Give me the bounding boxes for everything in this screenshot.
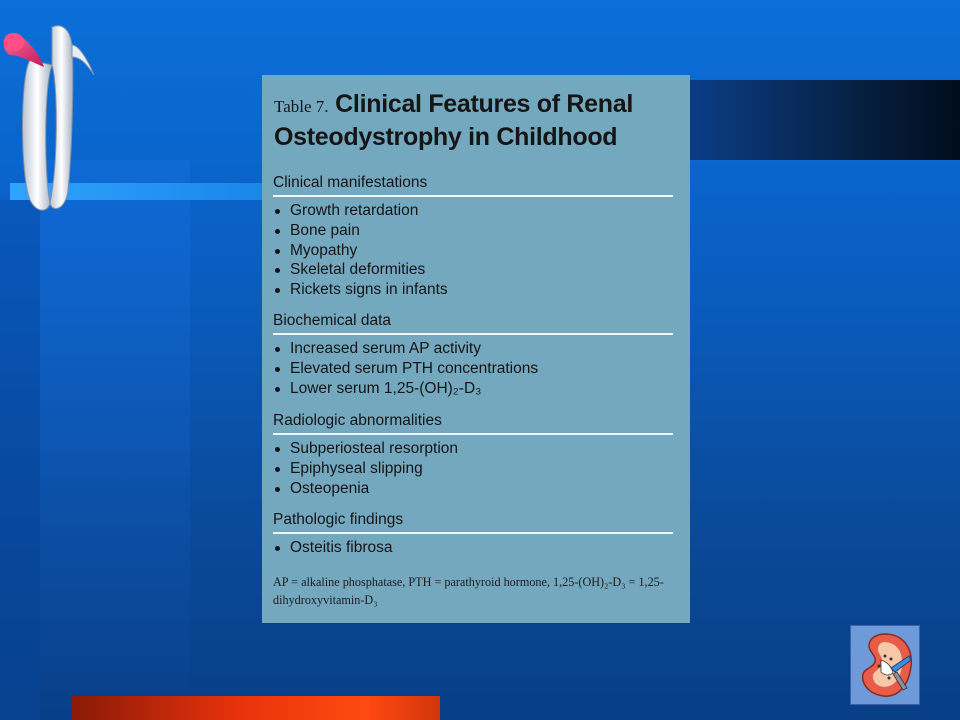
section-pathologic-findings bbox=[273, 510, 673, 558]
red-accent-bar bbox=[72, 696, 440, 720]
table-number: Table 7. bbox=[274, 97, 329, 116]
list-item: Myopathy bbox=[273, 241, 673, 261]
section-clinical-manifestations bbox=[273, 173, 673, 300]
item-list bbox=[273, 439, 673, 498]
list-item: Skeletal deformities bbox=[273, 260, 673, 280]
section-radiologic-abnormalities bbox=[273, 411, 673, 498]
list-item: Increased serum AP activity bbox=[273, 339, 673, 359]
list-item: Subperiosteal resorption bbox=[273, 439, 673, 459]
table-footnote: AP = alkaline phosphatase, PTH = parathyroid hormone, 1,25-(OH)₂-D₃ = 1,25-dihydroxyvitamin-D₃ bbox=[273, 575, 664, 607]
list-item: Osteopenia bbox=[273, 479, 673, 499]
table-card bbox=[262, 75, 690, 623]
section-heading: Clinical manifestations bbox=[273, 173, 673, 197]
background-band-left bbox=[0, 200, 40, 720]
dark-accent-bar bbox=[690, 80, 960, 160]
table-title-text: Clinical Features of Renal Osteodystrophy in Childhood bbox=[274, 90, 634, 151]
section-heading: Biochemical data bbox=[273, 311, 673, 335]
item-list bbox=[273, 339, 673, 398]
section-biochemical-data bbox=[273, 311, 673, 398]
list-item: Epiphyseal slipping bbox=[273, 459, 673, 479]
item-list bbox=[273, 201, 673, 300]
list-item: Lower serum 1,25-(OH)₂-D₃ bbox=[273, 379, 673, 399]
list-item: Growth retardation bbox=[273, 201, 673, 221]
table-title bbox=[274, 89, 684, 153]
background-band bbox=[40, 160, 190, 720]
section-heading: Pathologic findings bbox=[273, 510, 673, 534]
list-item: Rickets signs in infants bbox=[273, 280, 673, 300]
list-item: Elevated serum PTH concentrations bbox=[273, 359, 673, 379]
list-item: Osteitis fibrosa bbox=[273, 538, 673, 558]
item-list bbox=[273, 538, 673, 558]
scroll-logo-icon bbox=[0, 15, 100, 215]
kidney-icon bbox=[850, 625, 920, 705]
section-heading: Radiologic abnormalities bbox=[273, 411, 673, 435]
list-item: Bone pain bbox=[273, 221, 673, 241]
